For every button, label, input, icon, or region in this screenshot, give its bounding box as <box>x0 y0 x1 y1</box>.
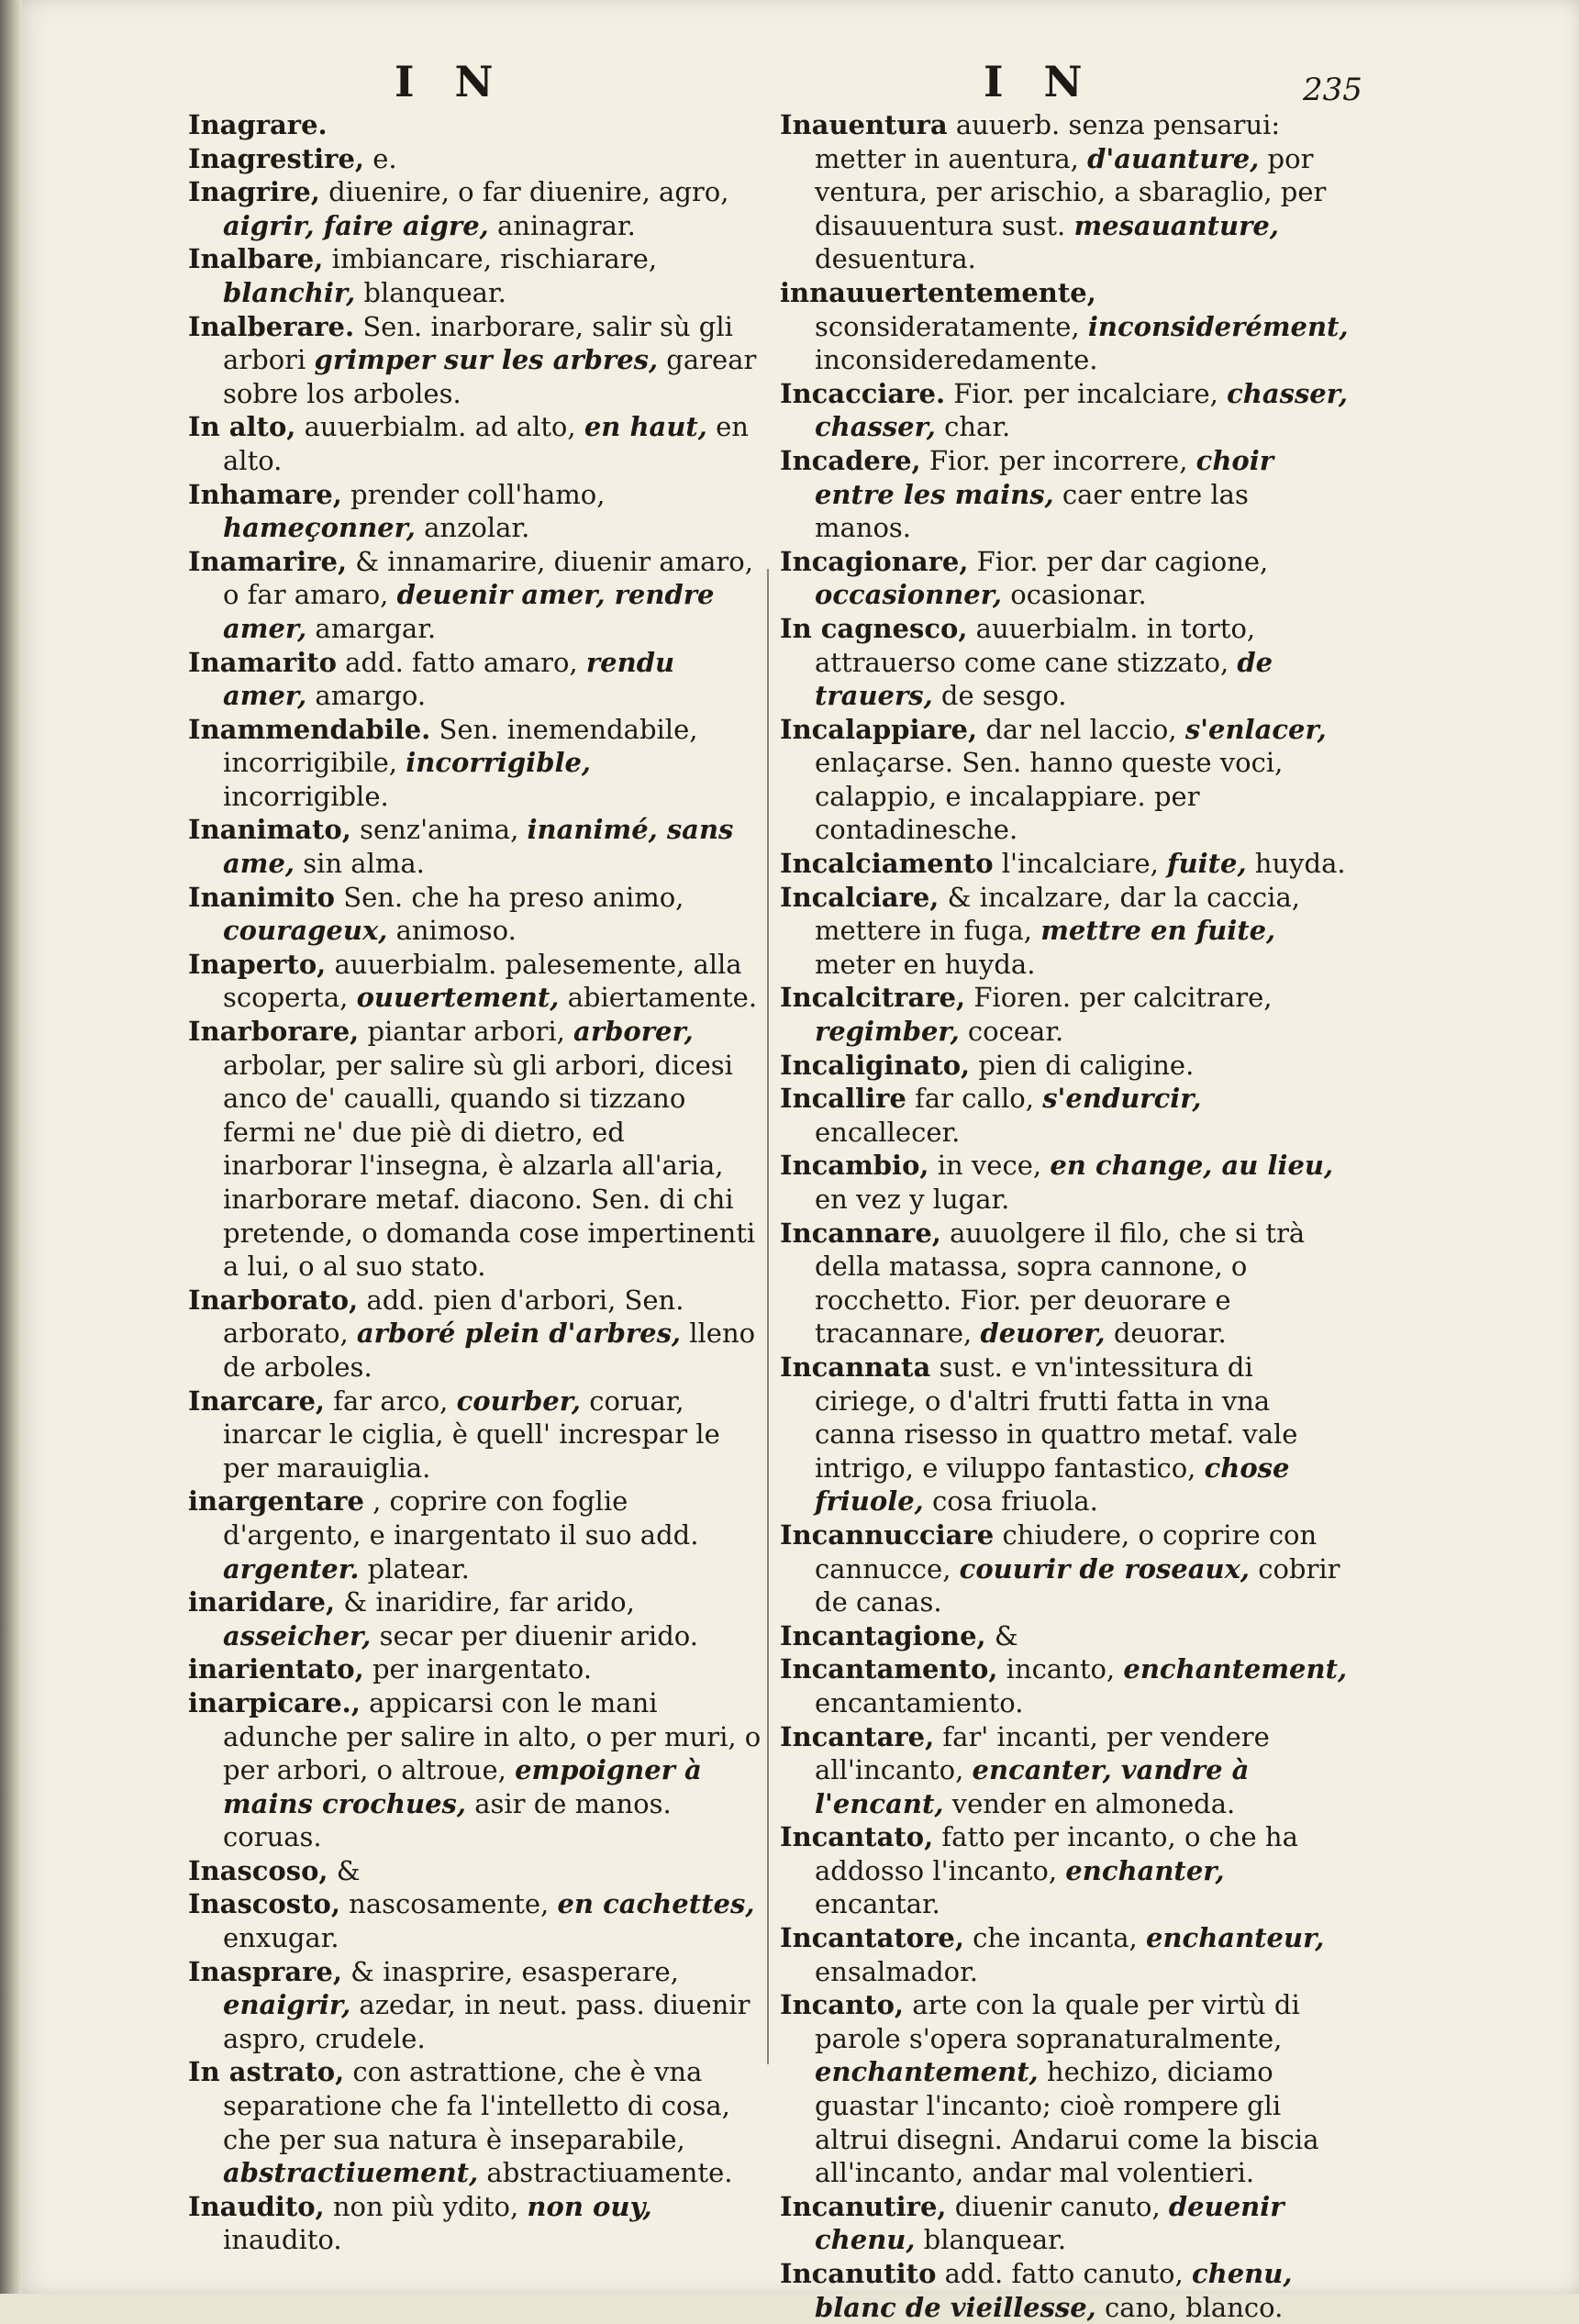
entry-spanish: desuentura. <box>815 243 976 275</box>
entry-spanish: en alto. <box>223 411 749 476</box>
entry-spanish: encantar. <box>815 1888 940 1920</box>
entry-french: s'enlacer, <box>1184 713 1327 745</box>
entry-spanish: ocasionar. <box>1002 579 1147 611</box>
entry-french: incorrigible, <box>406 747 592 779</box>
dictionary-entry <box>780 545 1353 612</box>
dictionary-entry <box>780 1082 1353 1149</box>
entry-headword: Inaperto, <box>188 948 327 980</box>
entry-definition: add. fatto amaro, <box>345 646 586 678</box>
entry-definition: & incalzare, dar la caccia, mettere in fuga, <box>815 881 1300 947</box>
dictionary-entry <box>780 713 1353 847</box>
dictionary-entry <box>188 1652 762 1686</box>
entry-headword: Incallire <box>780 1083 906 1115</box>
entry-headword: Incadere, <box>780 444 921 476</box>
entry-headword: In cagnesco, <box>780 612 968 644</box>
dictionary-entry <box>188 108 762 142</box>
entry-french: arborer, <box>573 1016 694 1048</box>
entry-french: grimper sur les arbres, <box>314 344 659 376</box>
dictionary-entry <box>188 1284 762 1384</box>
dictionary-entry <box>780 1518 1353 1619</box>
entry-french: occasionner, <box>815 579 1003 611</box>
dictionary-column-left <box>188 108 762 2257</box>
entry-headword: Inasprare, <box>188 1955 342 1987</box>
entry-french: inanimé, sans ame, <box>223 814 734 880</box>
entry-french: chasser, chasser, <box>815 377 1348 443</box>
entry-headword: Incanutire, <box>780 2190 947 2222</box>
entry-french: enchanter, <box>1065 1854 1225 1886</box>
dictionary-entry <box>188 478 762 545</box>
entry-definition: appicarsi con le mani adunche per salire in alto, o per muri, o per arbori, o altroue, <box>223 1686 762 1786</box>
entry-definition: auuerb. senza pensarui: metter in auentura, <box>815 109 1281 174</box>
entry-french: argenter. <box>223 1552 360 1585</box>
entry-spanish: inconsideredamente. <box>815 344 1098 376</box>
entry-french: regimber, <box>815 1016 960 1048</box>
entry-french: d'auanture, <box>1087 142 1260 174</box>
entry-headword: Incalappiare, <box>780 713 978 745</box>
entry-definition: Sen. inemendabile, incorrigibile, <box>223 713 698 779</box>
entry-headword: Incantatore, <box>780 1922 964 1954</box>
entry-headword: inarientato, <box>188 1653 364 1685</box>
entry-headword: Incaliginato, <box>780 1049 971 1081</box>
entry-headword: Inascoso, <box>188 1854 328 1886</box>
dictionary-entry <box>780 1049 1353 1083</box>
entry-french: couurir de roseaux, <box>959 1552 1250 1585</box>
entry-definition: & inasprire, esasperare, <box>350 1955 679 1987</box>
entry-headword: Inaudito, <box>188 2190 325 2222</box>
entry-spanish: meter en huyda. <box>815 948 1036 980</box>
entry-spanish: cocear. <box>959 1016 1064 1048</box>
entry-french: inconsiderément, <box>1087 310 1349 342</box>
entry-spanish: abstractiuamente. <box>478 2157 733 2189</box>
entry-french: enchantement, <box>815 2056 1039 2088</box>
dictionary-entry <box>780 1988 1353 2190</box>
entry-spanish: anzolar. <box>415 512 530 544</box>
entry-headword: Incacciare. <box>780 377 946 409</box>
entry-definition: imbiancare, rischiarare, <box>331 243 658 275</box>
entry-spanish: ensalmador. <box>815 1955 978 1987</box>
page-gutter-shadow <box>0 0 22 2294</box>
entry-headword: Incalcitrare, <box>780 982 966 1014</box>
entry-definition: & inaridire, far arido, <box>343 1586 635 1618</box>
entry-spanish: aninagrar. <box>488 209 636 241</box>
entry-definition: , coprire con foglie d'argento, e inargentato il suo add. <box>223 1485 699 1551</box>
entry-french: asseicher, <box>223 1619 372 1651</box>
dictionary-entry <box>780 1921 1353 1988</box>
dictionary-entry <box>188 410 762 477</box>
entry-headword: Inhamare, <box>188 478 342 510</box>
entry-spanish: amargo. <box>306 680 427 712</box>
entry-headword: Incannare, <box>780 1217 941 1249</box>
entry-french: mesauanture, <box>1073 209 1279 241</box>
entry-headword: inargentare <box>188 1485 364 1518</box>
entry-spanish: cobrir de canas. <box>815 1552 1340 1618</box>
entry-spanish: huyda. <box>1246 848 1346 880</box>
entry-spanish: lleno de arboles. <box>223 1318 756 1383</box>
dictionary-entry <box>780 276 1353 377</box>
dictionary-entry <box>188 1015 762 1284</box>
entry-headword: Incambio, <box>780 1150 929 1182</box>
entry-headword: Incanto, <box>780 1989 905 2021</box>
dictionary-column-right <box>780 108 1353 2324</box>
entry-french: enchantement, <box>1123 1653 1348 1685</box>
running-head-left: I N <box>395 57 506 106</box>
dictionary-entry <box>780 1619 1353 1653</box>
entry-headword: Incagionare, <box>780 545 969 577</box>
entry-headword: Inarcare, <box>188 1384 325 1417</box>
entry-definition: add. pien d'arbori, Sen. arborato, <box>223 1284 684 1350</box>
entry-french: mettre en fuite, <box>1040 915 1276 947</box>
entry-definition: diuenir canuto, <box>954 2190 1169 2222</box>
entry-spanish: platear. <box>359 1552 470 1585</box>
dictionary-entry <box>188 646 762 713</box>
entry-french: hameçonner, <box>223 512 416 544</box>
entry-definition: sconsideratamente, <box>815 310 1088 342</box>
dictionary-entry <box>780 981 1353 1048</box>
dictionary-entry <box>780 1652 1353 1719</box>
running-head-right: I N <box>984 57 1095 106</box>
entry-definition: auuerbialm. in torto, attrauerso come cane stizzato, <box>815 612 1256 678</box>
entry-french: courber, <box>456 1384 581 1417</box>
entry-spanish: cosa friuola. <box>923 1485 1098 1518</box>
entry-headword: Inanimato, <box>188 814 351 846</box>
entry-spanish: encallecer. <box>815 1116 961 1148</box>
entry-french: choir entre les mains, <box>815 444 1274 510</box>
entry-french: s'endurcir, <box>1042 1083 1202 1115</box>
entry-definition: & <box>336 1854 361 1886</box>
dictionary-entry <box>780 881 1353 982</box>
entry-french: blanchir, <box>223 276 356 308</box>
dictionary-entry <box>188 948 762 1015</box>
dictionary-entry <box>780 108 1353 276</box>
entry-definition: in vece, <box>937 1150 1051 1182</box>
entry-headword: Inanimito <box>188 881 335 913</box>
entry-spanish: por ventura, per arischio, a sbaraglio, per disauuentura sust. <box>815 142 1327 241</box>
entry-spanish: coruar, inarcar le ciglia, è quell' increspar le per marauiglia. <box>223 1384 720 1484</box>
entry-french: en cachettes, <box>557 1888 755 1920</box>
dictionary-entry <box>188 310 762 411</box>
entry-definition: che incanta, <box>973 1922 1146 1954</box>
entry-definition: auuerbialm. palesemente, alla scoperta, <box>223 948 742 1014</box>
entry-headword: Inascosto, <box>188 1888 340 1920</box>
entry-french: aigrir, faire aigre, <box>223 209 489 241</box>
entry-spanish: caer entre las manos. <box>815 478 1249 544</box>
entry-headword: Incanutito <box>780 2258 937 2289</box>
entry-french: enchanteur, <box>1146 1922 1325 1954</box>
entry-headword: Incannucciare <box>780 1518 995 1551</box>
entry-spanish: enxugar. <box>223 1922 339 1954</box>
entry-french: courageux, <box>223 915 388 947</box>
dictionary-entry <box>188 1585 762 1652</box>
entry-french: abstractiuement, <box>223 2157 479 2189</box>
entry-headword: In alto, <box>188 411 296 443</box>
dictionary-entry <box>188 242 762 309</box>
dictionary-entry <box>780 612 1353 713</box>
dictionary-entry <box>188 1484 762 1585</box>
dictionary-entry <box>188 2190 762 2257</box>
entry-definition: con astrattione, che è vna separatione che fa l'intelletto di cosa, che per sua natura è inseparabile, <box>223 2056 730 2155</box>
dictionary-entry <box>188 1955 762 2056</box>
entry-definition: arte con la quale per virtù di parole s'opera sopranaturalmente, <box>815 1989 1300 2054</box>
entry-definition: Sen. che ha preso animo, <box>343 881 684 913</box>
entry-definition: Fior. per incalciare, <box>953 377 1228 409</box>
entry-spanish: sin alma. <box>295 848 425 880</box>
entry-headword: Inalberare. <box>188 310 355 342</box>
entry-headword: Incantato, <box>780 1821 934 1853</box>
dictionary-entry <box>188 881 762 948</box>
entry-french: encanter, vandre à l'encant, <box>815 1754 1250 1819</box>
entry-headword: Inammendabile. <box>188 713 431 745</box>
dictionary-entry <box>780 1217 1353 1351</box>
dictionary-entry <box>780 1351 1353 1518</box>
entry-definition: Fior. per dar cagione, <box>976 545 1269 577</box>
entry-spanish: secar per diuenir arido. <box>371 1619 698 1651</box>
entry-headword: Incantagione, <box>780 1619 986 1651</box>
entry-spanish: azedar, in neut. pass. diuenir aspro, crudele. <box>223 1989 751 2054</box>
entry-definition: prender coll'hamo, <box>350 478 606 510</box>
entry-french: ouuertement, <box>356 982 560 1014</box>
entry-headword: Inarborato, <box>188 1284 359 1316</box>
entry-spanish: hechizo, diciamo guastar l'incanto; cioè rompere gli altrui disegni. Andarui come la biscia all'incanto, andar mal volentieri. <box>815 2056 1319 2189</box>
entry-spanish: enlaçarse. Sen. hanno queste voci, calappio, e incalappiare. per contadinesche. <box>815 747 1284 846</box>
entry-definition: Fioren. per calcitrare, <box>973 982 1273 1014</box>
entry-definition: per inargentato. <box>372 1653 593 1685</box>
dictionary-entry <box>780 2257 1353 2324</box>
entry-spanish: asir de manos. coruas. <box>223 1787 672 1853</box>
dictionary-entry <box>188 1854 762 1888</box>
entry-french: rendu amer, <box>223 646 675 712</box>
dictionary-entry <box>188 142 762 176</box>
entry-headword: Incantamento, <box>780 1653 998 1685</box>
column-divider <box>767 569 769 2064</box>
entry-french: deuenir amer, rendre amer, <box>223 579 715 644</box>
entry-headword: inaridare, <box>188 1586 336 1618</box>
dictionary-entry <box>188 713 762 814</box>
entry-french: de trauers, <box>815 646 1273 712</box>
entry-definition: diuenire, o far diuenire, agro, <box>328 176 729 208</box>
dictionary-entry <box>188 1686 762 1854</box>
entry-headword: In astrato, <box>188 2056 345 2088</box>
entry-definition: nascosamente, <box>349 1888 558 1920</box>
entry-spanish: inaudito. <box>223 2224 342 2256</box>
entry-definition: non più ydito, <box>332 2190 528 2222</box>
entry-spanish: en vez y lugar. <box>815 1184 1010 1215</box>
entry-spanish: encantamiento. <box>815 1686 1024 1718</box>
entry-french: chose friuole, <box>815 1451 1290 1518</box>
entry-definition: Fior. per incorrere, <box>928 444 1196 476</box>
entry-spanish: cano, blanco. <box>1095 2291 1284 2323</box>
entry-headword: Inarborare, <box>188 1016 360 1048</box>
entry-spanish: amargar. <box>306 612 437 644</box>
entry-french: en haut, <box>584 411 707 443</box>
entry-spanish: de sesgo. <box>932 680 1067 712</box>
entry-definition: Sen. inarborare, salir sù gli arbori <box>223 310 733 376</box>
entry-spanish: abiertamente. <box>559 982 758 1014</box>
entry-spanish: arbolar, per salire sù gli arbori, dicesi anco de' caualli, quando si tizzano fermi ne' due piè di dietro, ed inarborar l'insegna, è alzarla all'aria, inarborare metaf. diacono. Sen. di chi pretende, o domanda cose impertinenti a lui, o al suo stato. <box>223 1049 756 1283</box>
entry-headword: Inalbare, <box>188 243 324 275</box>
dictionary-entry <box>188 1887 762 1954</box>
entry-definition: piantar arbori, <box>367 1016 574 1048</box>
entry-definition: far arco, <box>333 1384 457 1417</box>
entry-french: deuenir chenu, <box>815 2190 1284 2256</box>
entry-spanish: char. <box>935 411 1011 443</box>
dictionary-entry <box>780 1149 1353 1216</box>
entry-definition: fatto per incanto, o che ha addosso l'incanto, <box>815 1821 1298 1886</box>
entry-headword: Incalciamento <box>780 848 994 880</box>
entry-definition: incanto, <box>1006 1653 1124 1685</box>
entry-definition: chiudere, o coprire con cannucce, <box>815 1518 1318 1585</box>
entry-french: non ouy, <box>527 2190 652 2222</box>
entry-spanish: garear sobre los arboles. <box>223 344 757 409</box>
entry-definition: e. <box>373 142 397 174</box>
dictionary-entry <box>188 2055 762 2189</box>
entry-spanish: animoso. <box>387 915 517 947</box>
entry-headword: Inagrestire, <box>188 142 365 174</box>
dictionary-entry <box>780 444 1353 545</box>
dictionary-entry <box>780 377 1353 444</box>
entry-headword: Incalciare, <box>780 881 940 913</box>
entry-headword: innauuertentemente, <box>780 276 1096 308</box>
dictionary-entry <box>188 1384 762 1485</box>
entry-french: arboré plein d'arbres, <box>356 1318 682 1350</box>
entry-definition: dar nel laccio, <box>985 713 1185 745</box>
entry-definition: pien di caligine. <box>978 1049 1195 1081</box>
entry-headword: Inamarire, <box>188 545 348 577</box>
dictionary-entry <box>188 175 762 242</box>
entry-definition: far' incanti, per vendere all'incanto, <box>815 1720 1270 1786</box>
entry-spanish: vender en almoneda. <box>943 1787 1236 1819</box>
entry-spanish: blanquear. <box>915 2224 1067 2256</box>
entry-french: enaigrir, <box>223 1989 351 2021</box>
entry-headword: Incannata <box>780 1351 931 1383</box>
entry-spanish: blanquear. <box>355 276 506 308</box>
entry-definition: l'incalciare, <box>1001 848 1168 880</box>
entry-definition: add. fatto canuto, <box>944 2258 1192 2289</box>
dictionary-entry <box>780 2190 1353 2257</box>
entry-headword: Inagrire, <box>188 176 320 208</box>
entry-headword: Incantare, <box>780 1720 935 1752</box>
entry-definition: senz'anima, <box>360 814 528 846</box>
dictionary-entry <box>780 1820 1353 1921</box>
entry-definition: auuolgere il filo, che si trà della matassa, sopra cannone, o rocchetto. Fior. per deuorare e tracannare, <box>815 1217 1306 1350</box>
entry-headword: Inauentura <box>780 109 948 140</box>
entry-french: en change, au lieu, <box>1050 1150 1334 1182</box>
entry-french: empoigner à mains crochues, <box>223 1754 702 1819</box>
entry-headword: Inagrare. <box>188 109 328 140</box>
entry-definition: auuerbialm. ad alto, <box>304 411 584 443</box>
page-number: 235 <box>1303 72 1362 108</box>
entry-spanish: deuorar. <box>1105 1318 1227 1350</box>
entry-spanish: incorrigible. <box>223 780 389 812</box>
dictionary-entry <box>188 545 762 646</box>
entry-definition: far callo, <box>915 1083 1043 1115</box>
entry-french: fuite, <box>1167 848 1247 880</box>
entry-definition: & innamarire, diuenir amaro, o far amaro, <box>223 545 753 611</box>
entry-headword: inarpicare., <box>188 1686 361 1718</box>
entry-definition: & <box>994 1619 1018 1651</box>
entry-french: deuorer, <box>980 1318 1106 1350</box>
dictionary-entry <box>780 847 1353 881</box>
dictionary-entry <box>188 813 762 880</box>
dictionary-entry <box>780 1720 1353 1821</box>
entry-headword: Inamarito <box>188 646 337 678</box>
entry-definition: sust. e vn'intessitura di ciriege, o d'altri frutti fatta in vna canna risesso in quattro metaf. vale intrigo, e viluppo fantastico, <box>815 1351 1298 1484</box>
entry-french: chenu, blanc de vieillesse, <box>815 2258 1293 2323</box>
